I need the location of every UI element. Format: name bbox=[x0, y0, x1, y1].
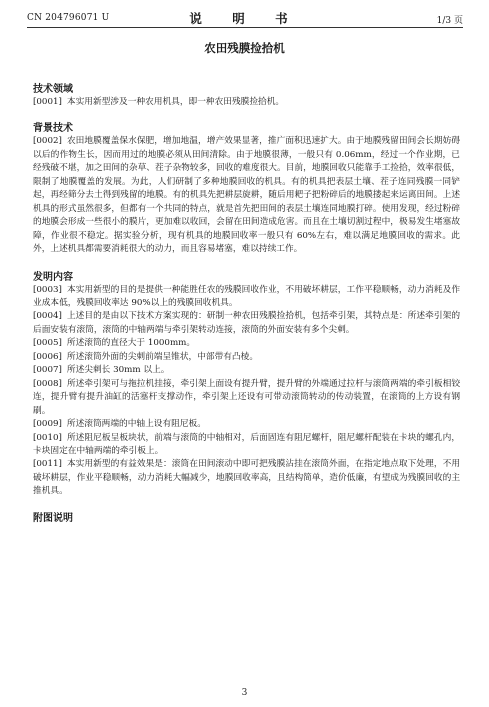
section-heading: 附图说明 bbox=[33, 512, 73, 524]
paragraph bbox=[33, 135, 460, 256]
paragraph-text: 所述滚筒两端的中轴上设有阻尼板。 bbox=[66, 419, 206, 430]
paragraph-text: 所述滚筒的直径大于 1000mm。 bbox=[66, 338, 196, 349]
paragraph-number: [0004] bbox=[33, 311, 62, 322]
document-title: 农田残膜捡拾机 bbox=[204, 41, 285, 55]
page-header bbox=[27, 9, 463, 28]
page-number: 3 bbox=[241, 688, 248, 698]
paragraph-text: 上述目的是由以下技术方案实现的：研制一种农田残膜捡拾机，包括牵引架，其特点是：所述牵引架的后面安装有滚筒，滚筒的中轴两端与牵引架转动连接，滚筒的外面安装有多个尖刺。 bbox=[33, 311, 460, 335]
paragraph-number: [0009] bbox=[33, 419, 62, 430]
paragraph-number: [0003] bbox=[33, 284, 62, 295]
paragraph-text: 本实用新型的目的是提供一种能胜任农的残膜回收作业，不用破坏耕层，工作平稳顺畅，动力消耗及作业成本低，残膜回收率达 90%以上的残膜回收机具。 bbox=[33, 284, 460, 308]
paragraph-number: [0007] bbox=[33, 365, 62, 376]
page-indicator: 1/3 页 bbox=[436, 16, 463, 26]
paragraph-number: [0002] bbox=[33, 136, 62, 147]
paragraph bbox=[33, 351, 460, 364]
paragraph-number: [0006] bbox=[33, 351, 62, 362]
paragraph bbox=[33, 364, 460, 377]
paragraph-number: [0010] bbox=[33, 432, 62, 443]
paragraph bbox=[33, 337, 460, 350]
paragraph-text: 所述牵引架可与拖拉机挂接，牵引架上面设有提升臂，提升臂的外端通过拉杆与滚筒两端的牵引板相铰连，提升臂有提升油缸的活塞杆支撑动作，牵引架上还设有可带动滚筒转动的传动装置，在滚筒的上方设有钢刷。 bbox=[33, 378, 460, 416]
paragraph bbox=[33, 96, 460, 109]
paragraph-text: 所述尖刺长 30mm 以上。 bbox=[66, 365, 170, 376]
paragraph-number: [0005] bbox=[33, 338, 62, 349]
document-body bbox=[33, 70, 460, 525]
paragraph bbox=[33, 432, 460, 459]
paragraph bbox=[33, 310, 460, 337]
paragraph bbox=[33, 458, 460, 498]
paragraph-text: 农田地膜覆盖保水保肥，增加地温，增产效果显著，推广面积迅速扩大。由于地膜残留田间会长期妨碍以后的作物生长，因而用过的地膜必须从田间清除。由于地膜很薄，一般只有 0.06mm，经过一个作业期，已经残破不堪，加之田间的杂草、茬子杂物较多，回收的难度很大。目前，地膜回收只能靠手工捡拾，效率很低，限制了地膜覆盖的发展。为此，人们研制了多种地膜回收的机具。有的机具把表层土壤、茬子连同残膜一同铲起，再经筛分去土得到残留的地膜。有的机具先把耕层旋耕，随后用耙子把粉碎后的地膜搂起来运离田间。上述机具的形式虽然很多，但都有一个共同的特点，就是首先把田间的表层土壤连同地膜打碎。使用发现，经过粉碎的地膜会形成一些很小的膜片，更加难以收回，会留在田间造成危害。而且在土壤切割过程中，极易发生堵塞故障，作业很不稳定。据实验分析，现有机具的地膜回收率一般只有 60%左右，难以满足地膜回收的需求。此外，上述机具都需要消耗很大的动力，而且容易堵塞，难以持续工作。 bbox=[33, 136, 460, 255]
paragraph-text: 所述滚筒外面的尖刺前端呈锥状，中部带有凸棱。 bbox=[66, 351, 259, 362]
paragraph bbox=[33, 284, 460, 311]
paragraph-number: [0011] bbox=[33, 459, 62, 470]
paragraph-number: [0001] bbox=[33, 97, 62, 107]
section-heading: 发明内容 bbox=[33, 271, 73, 283]
document-type: 说 明 书 bbox=[189, 11, 301, 26]
paragraph-number: [0008] bbox=[33, 378, 62, 389]
paragraph bbox=[33, 378, 460, 418]
paragraph-text: 所述阻尼板呈板块状，前端与滚筒的中轴相对，后面固连有阻尼螺杆，阻尼螺杆配装在卡块的螺孔内，卡块固定在中轴两端的牵引板上。 bbox=[33, 432, 460, 456]
section-heading: 背景技术 bbox=[33, 123, 73, 135]
publication-number: CN 204796071 U bbox=[27, 13, 110, 23]
paragraph-text: 本实用新型涉及一种农用机具，即一种农田残膜捡拾机。 bbox=[66, 97, 285, 107]
paragraph-text: 本实用新型的有益效果是：滚筒在田间滚动中即可把残膜沾挂在滚筒外面，在指定地点取下处理，不用破坏耕层，作业平稳顺畅，动力消耗大幅减少，地膜回收率高，且结构简单，造价低廉，有望成为残膜回收的主推机具。 bbox=[33, 459, 460, 497]
paragraph bbox=[33, 418, 460, 431]
section-heading: 技术领域 bbox=[33, 84, 73, 95]
